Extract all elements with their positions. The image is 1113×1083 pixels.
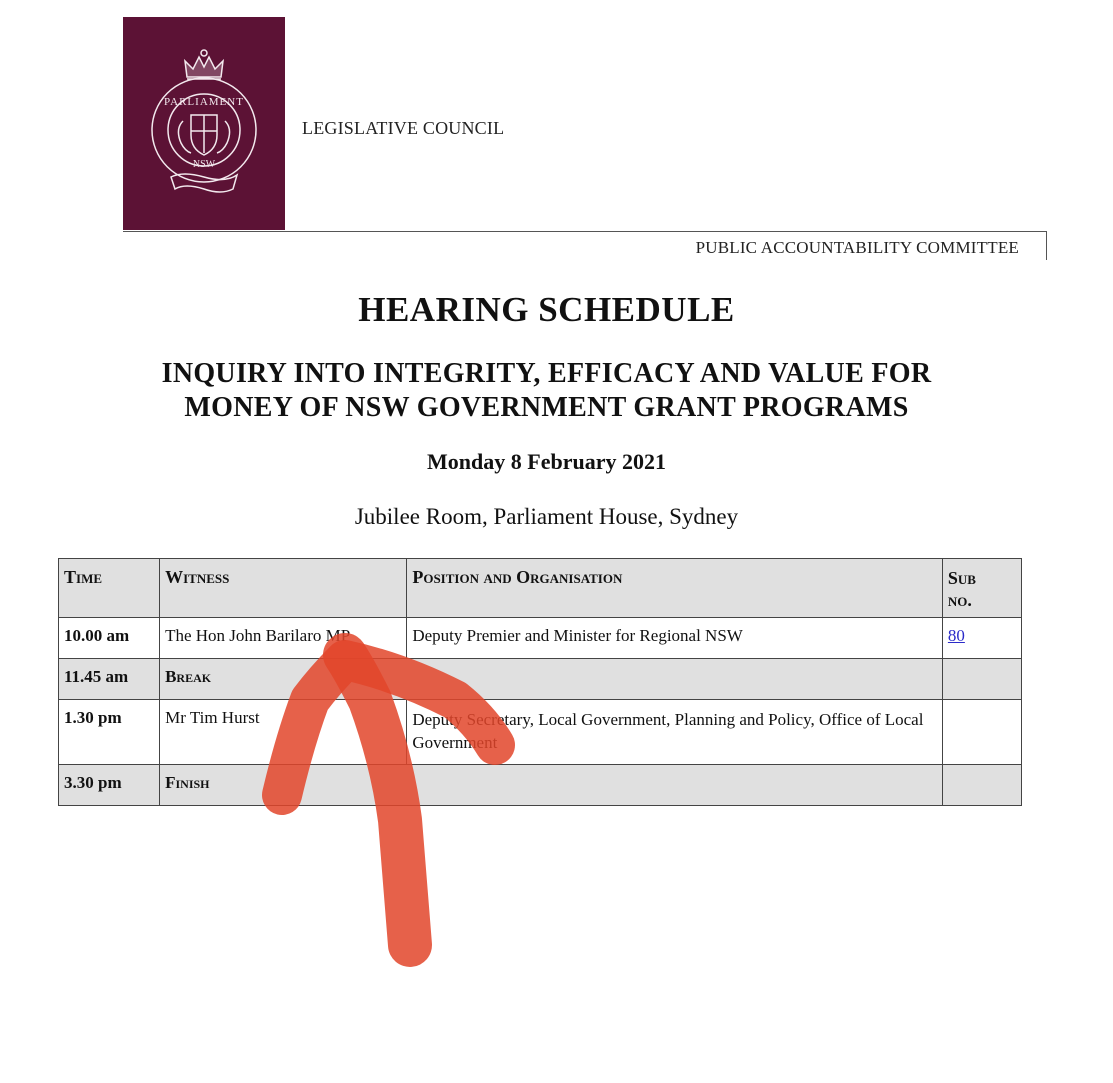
logo-wordmark: PARLIAMENT [164,96,244,108]
document-title: HEARING SCHEDULE [358,290,735,329]
committee-name: PUBLIC ACCOUNTABILITY COMMITTEE [695,238,1019,257]
logo-nsw: NSW [192,159,216,170]
row-time: 11.45 am [59,659,160,700]
row-time: 1.30 pm [59,700,160,765]
hearing-venue: Jubilee Room, Parliament House, Sydney [354,504,739,529]
table-header-row [59,559,1022,618]
row-witness: Mr Tim Hurst [160,700,407,765]
hearing-date: Monday 8 February 2021 [427,449,666,474]
parliament-logo [123,17,285,230]
header-sub-line-1: Sub [947,568,976,588]
header-sub-no [942,559,1021,618]
table-row [59,700,1022,765]
table-row-finish [59,765,1022,806]
header-sub-line-2: no. [947,590,972,610]
council-name: LEGISLATIVE COUNCIL [302,118,505,138]
row-time: 3.30 pm [59,765,160,806]
row-sub-no [942,765,1021,806]
table-row [59,618,1022,659]
header-time: Time [59,559,160,618]
parliament-crest-icon [123,17,285,230]
row-finish-label: Finish [160,765,943,806]
inquiry-title-line-1: INQUIRY INTO INTEGRITY, EFFICACY AND VALUE FOR [161,358,932,389]
table-row-break [59,659,1022,700]
row-sub-no [942,700,1021,765]
submission-link[interactable]: 80 [947,626,965,645]
inquiry-title-line-2: MONEY OF NSW GOVERNMENT GRANT PROGRAMS [184,392,909,423]
row-break-label: Break [160,659,943,700]
row-sub-no [942,618,1021,659]
row-witness: The Hon John Barilaro MP [160,618,407,659]
header-divider [123,231,1047,232]
row-position: Deputy Premier and Minister for Regional NSW [407,618,943,659]
header-witness: Witness [160,559,407,618]
row-position: Deputy Secretary, Local Government, Planning and Policy, Office of Local Government [407,700,943,765]
header-divider-vertical [1046,231,1047,260]
inquiry-title [80,357,1013,425]
header-position: Position and Organisation [407,559,943,618]
schedule-table [58,558,1022,806]
row-sub-no [942,659,1021,700]
row-time: 10.00 am [59,618,160,659]
